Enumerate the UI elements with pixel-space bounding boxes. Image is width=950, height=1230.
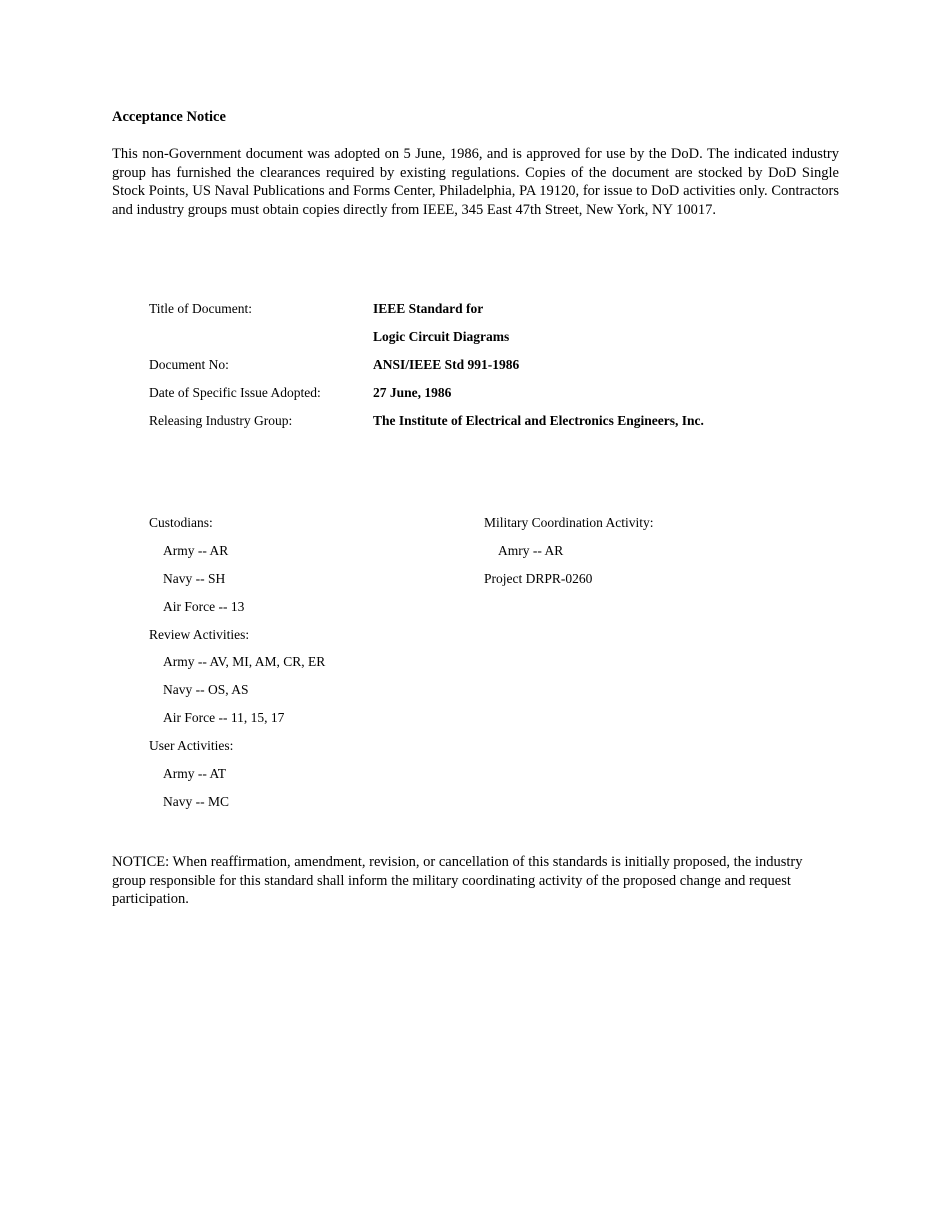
document-number-value: ANSI/IEEE Std 991-1986 — [373, 357, 520, 372]
user-activities-label: User Activities: — [149, 738, 234, 754]
list-item: Navy -- OS, AS — [163, 682, 249, 698]
intro-paragraph: This non-Government document was adopted on 5 June, 1986, and is approved for use by the DoD. The indicated industry group has furnished the clearances required by existing regulations. Copies of the document are stocked by DoD Single Stock Points, US Naval Publications and Forms Center, Philadelphia, PA 19120, for issue to DoD activities only. Contractors and industry groups must obtain copies directly from IEEE, 345 East 47th Street, New York, NY 10017. — [112, 146, 839, 218]
issue-date-value: 27 June, 1986 — [373, 385, 452, 400]
list-item: Navy -- MC — [163, 793, 229, 809]
list-item: Air Force -- 13 — [163, 598, 245, 614]
list-item: Amry -- AR — [498, 542, 564, 558]
review-activities-label: Review Activities: — [149, 626, 250, 642]
page-title: Acceptance Notice — [112, 109, 226, 125]
issue-date-label: Date of Specific Issue Adopted: — [149, 385, 321, 400]
industry-group-label: Releasing Industry Group: — [149, 413, 293, 428]
document-number-row — [149, 356, 519, 374]
notice-paragraph: NOTICE: When reaffirmation, amendment, revision, or cancellation of this standards is initially proposed, the industry group responsible for this standard shall inform the military coordinating activity of the proposed change and request participation. — [112, 854, 803, 908]
issue-date-row — [149, 384, 451, 402]
title-value-line2: Logic Circuit Diagrams — [373, 329, 510, 344]
list-item: Army -- AT — [163, 766, 226, 782]
title-row-continued — [149, 328, 509, 346]
military-coordination-label: Military Coordination Activity: — [484, 515, 654, 530]
activities-column — [149, 514, 325, 821]
list-item: Air Force -- 11, 15, 17 — [163, 710, 285, 726]
document-number-label: Document No: — [149, 357, 229, 372]
custodians-label: Custodians: — [149, 515, 213, 530]
title-row — [149, 300, 483, 318]
list-item: Army -- AR — [163, 542, 229, 558]
industry-group-value: The Institute of Electrical and Electronics Engineers, Inc. — [373, 413, 704, 428]
title-value-line1: IEEE Standard for — [373, 301, 484, 316]
industry-group-row — [149, 412, 704, 430]
project-number: Project DRPR-0260 — [484, 570, 593, 586]
title-label: Title of Document: — [149, 301, 252, 316]
coordination-column — [484, 514, 654, 598]
list-item: Army -- AV, MI, AM, CR, ER — [163, 654, 326, 670]
list-item: Navy -- SH — [163, 570, 226, 586]
